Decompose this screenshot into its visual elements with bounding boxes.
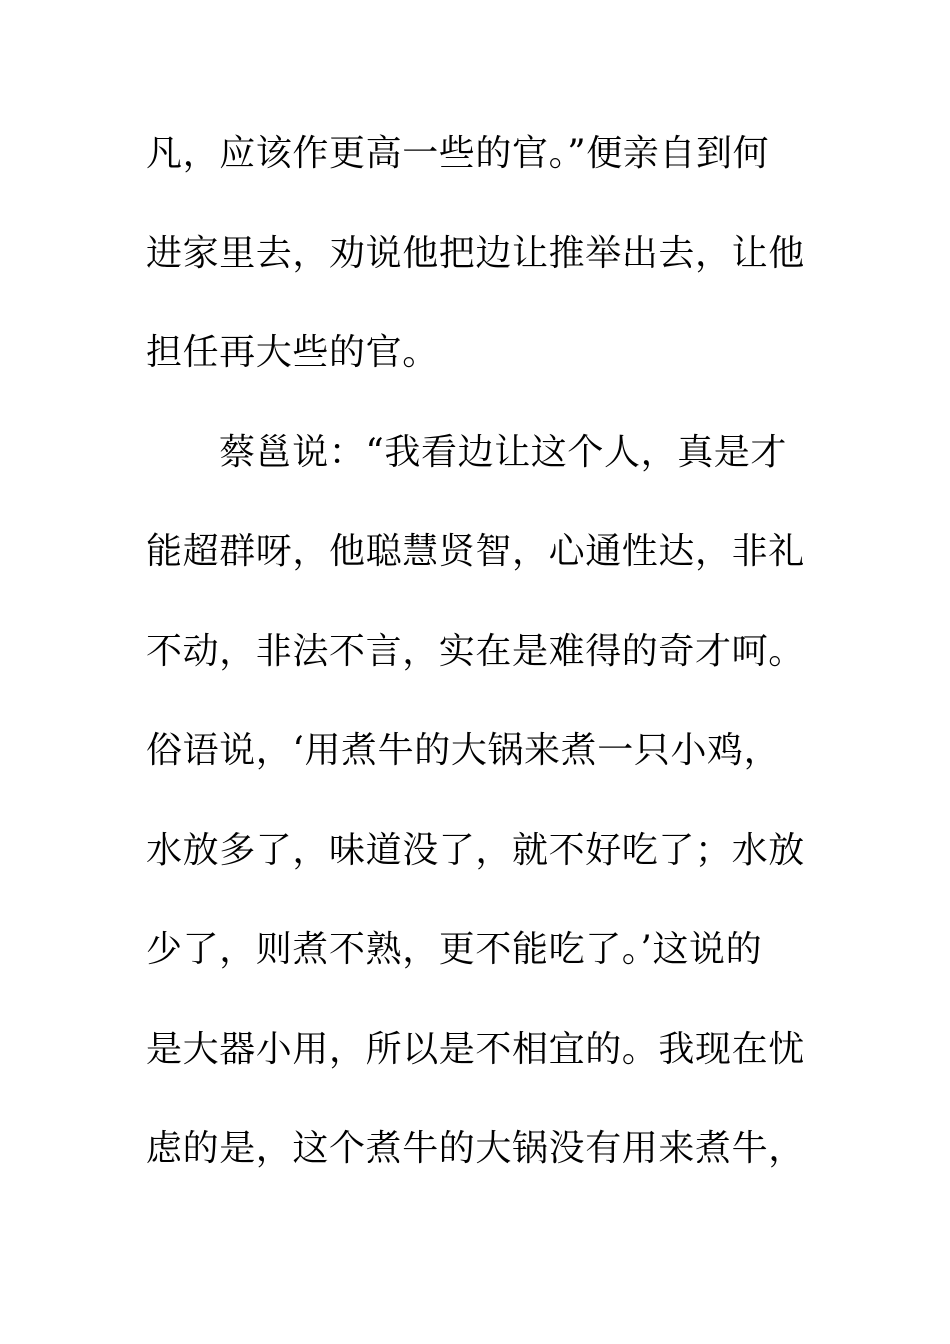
text-line-9: 少了，则煮不熟，更不能吃了。’这说的 [146,929,763,970]
text-line-4: 蔡邕说：“我看边让这个人，真是才 [219,431,788,473]
text-line-3: 担任再大些的官。 [146,332,439,373]
text-line-5: 能超群呀，他聪慧贤智，心通性达，非礼 [146,531,805,572]
text-line-6: 不动，非法不言，实在是难得的奇才呵。 [146,630,805,672]
text-line-8: 水放多了，味道没了，就不好吃了；水放 [146,829,805,871]
text-line-1: 凡，应该作更高一些的官。”便亲自到何 [146,133,770,174]
text-line-2: 进家里去，劝说他把边让推举出去，让他 [146,232,805,274]
body-text [146,122,826,1217]
text-line-7: 俗语说，‘用煮牛的大锅来煮一只小鸡， [146,730,781,771]
text-line-10: 是大器小用，所以是不相宜的。我现在忧 [146,1028,805,1070]
text-line-11: 虑的是，这个煮牛的大锅没有用来煮牛， [146,1128,805,1169]
